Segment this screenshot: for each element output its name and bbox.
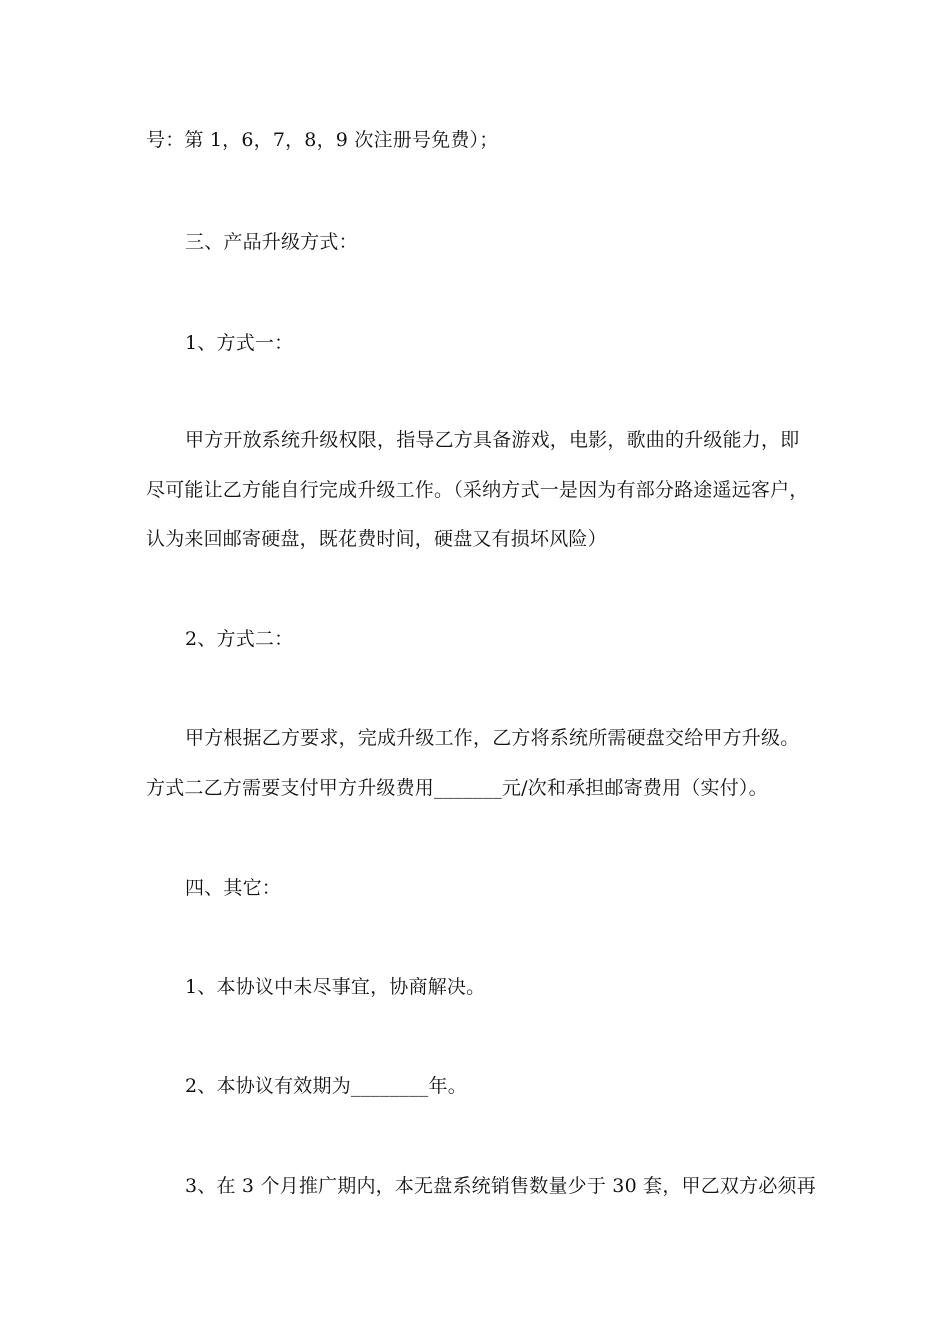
section-heading-upgrade-methods: 三、产品升级方式： <box>185 231 358 253</box>
paragraph-line: 甲方根据乙方要求，完成升级工作，乙方将系统所需硬盘交给甲方升级。 <box>185 727 800 749</box>
paragraph-line: 认为来回邮寄硬盘，既花费时间，硬盘又有损坏风险） <box>146 528 607 550</box>
subsection-heading-method-two: 2、方式二： <box>185 628 294 650</box>
subsection-heading-method-one: 1、方式一： <box>185 332 294 354</box>
clause-item: 2、本协议有效期为________年。 <box>185 1075 467 1097</box>
paragraph-line: 甲方开放系统升级权限，指导乙方具备游戏，电影，歌曲的升级能力，即 <box>185 429 800 451</box>
paragraph-line: 尽可能让乙方能自行完成升级工作。（采纳方式一是因为有部分路途遥远客户， <box>146 479 809 501</box>
paragraph-line: 号：第 1，6，7，8，9 次注册号免费）； <box>146 129 499 151</box>
paragraph-line: 方式二乙方需要支付甲方升级费用_______元/次和承担邮寄费用（实付）。 <box>146 777 768 799</box>
clause-item: 1、本协议中未尽事宜，协商解决。 <box>185 976 486 998</box>
clause-item: 3、在 3 个月推广期内，本无盘系统销售数量少于 30 套，甲乙双方必须再 <box>185 1175 816 1197</box>
section-heading-other: 四、其它： <box>185 877 282 899</box>
